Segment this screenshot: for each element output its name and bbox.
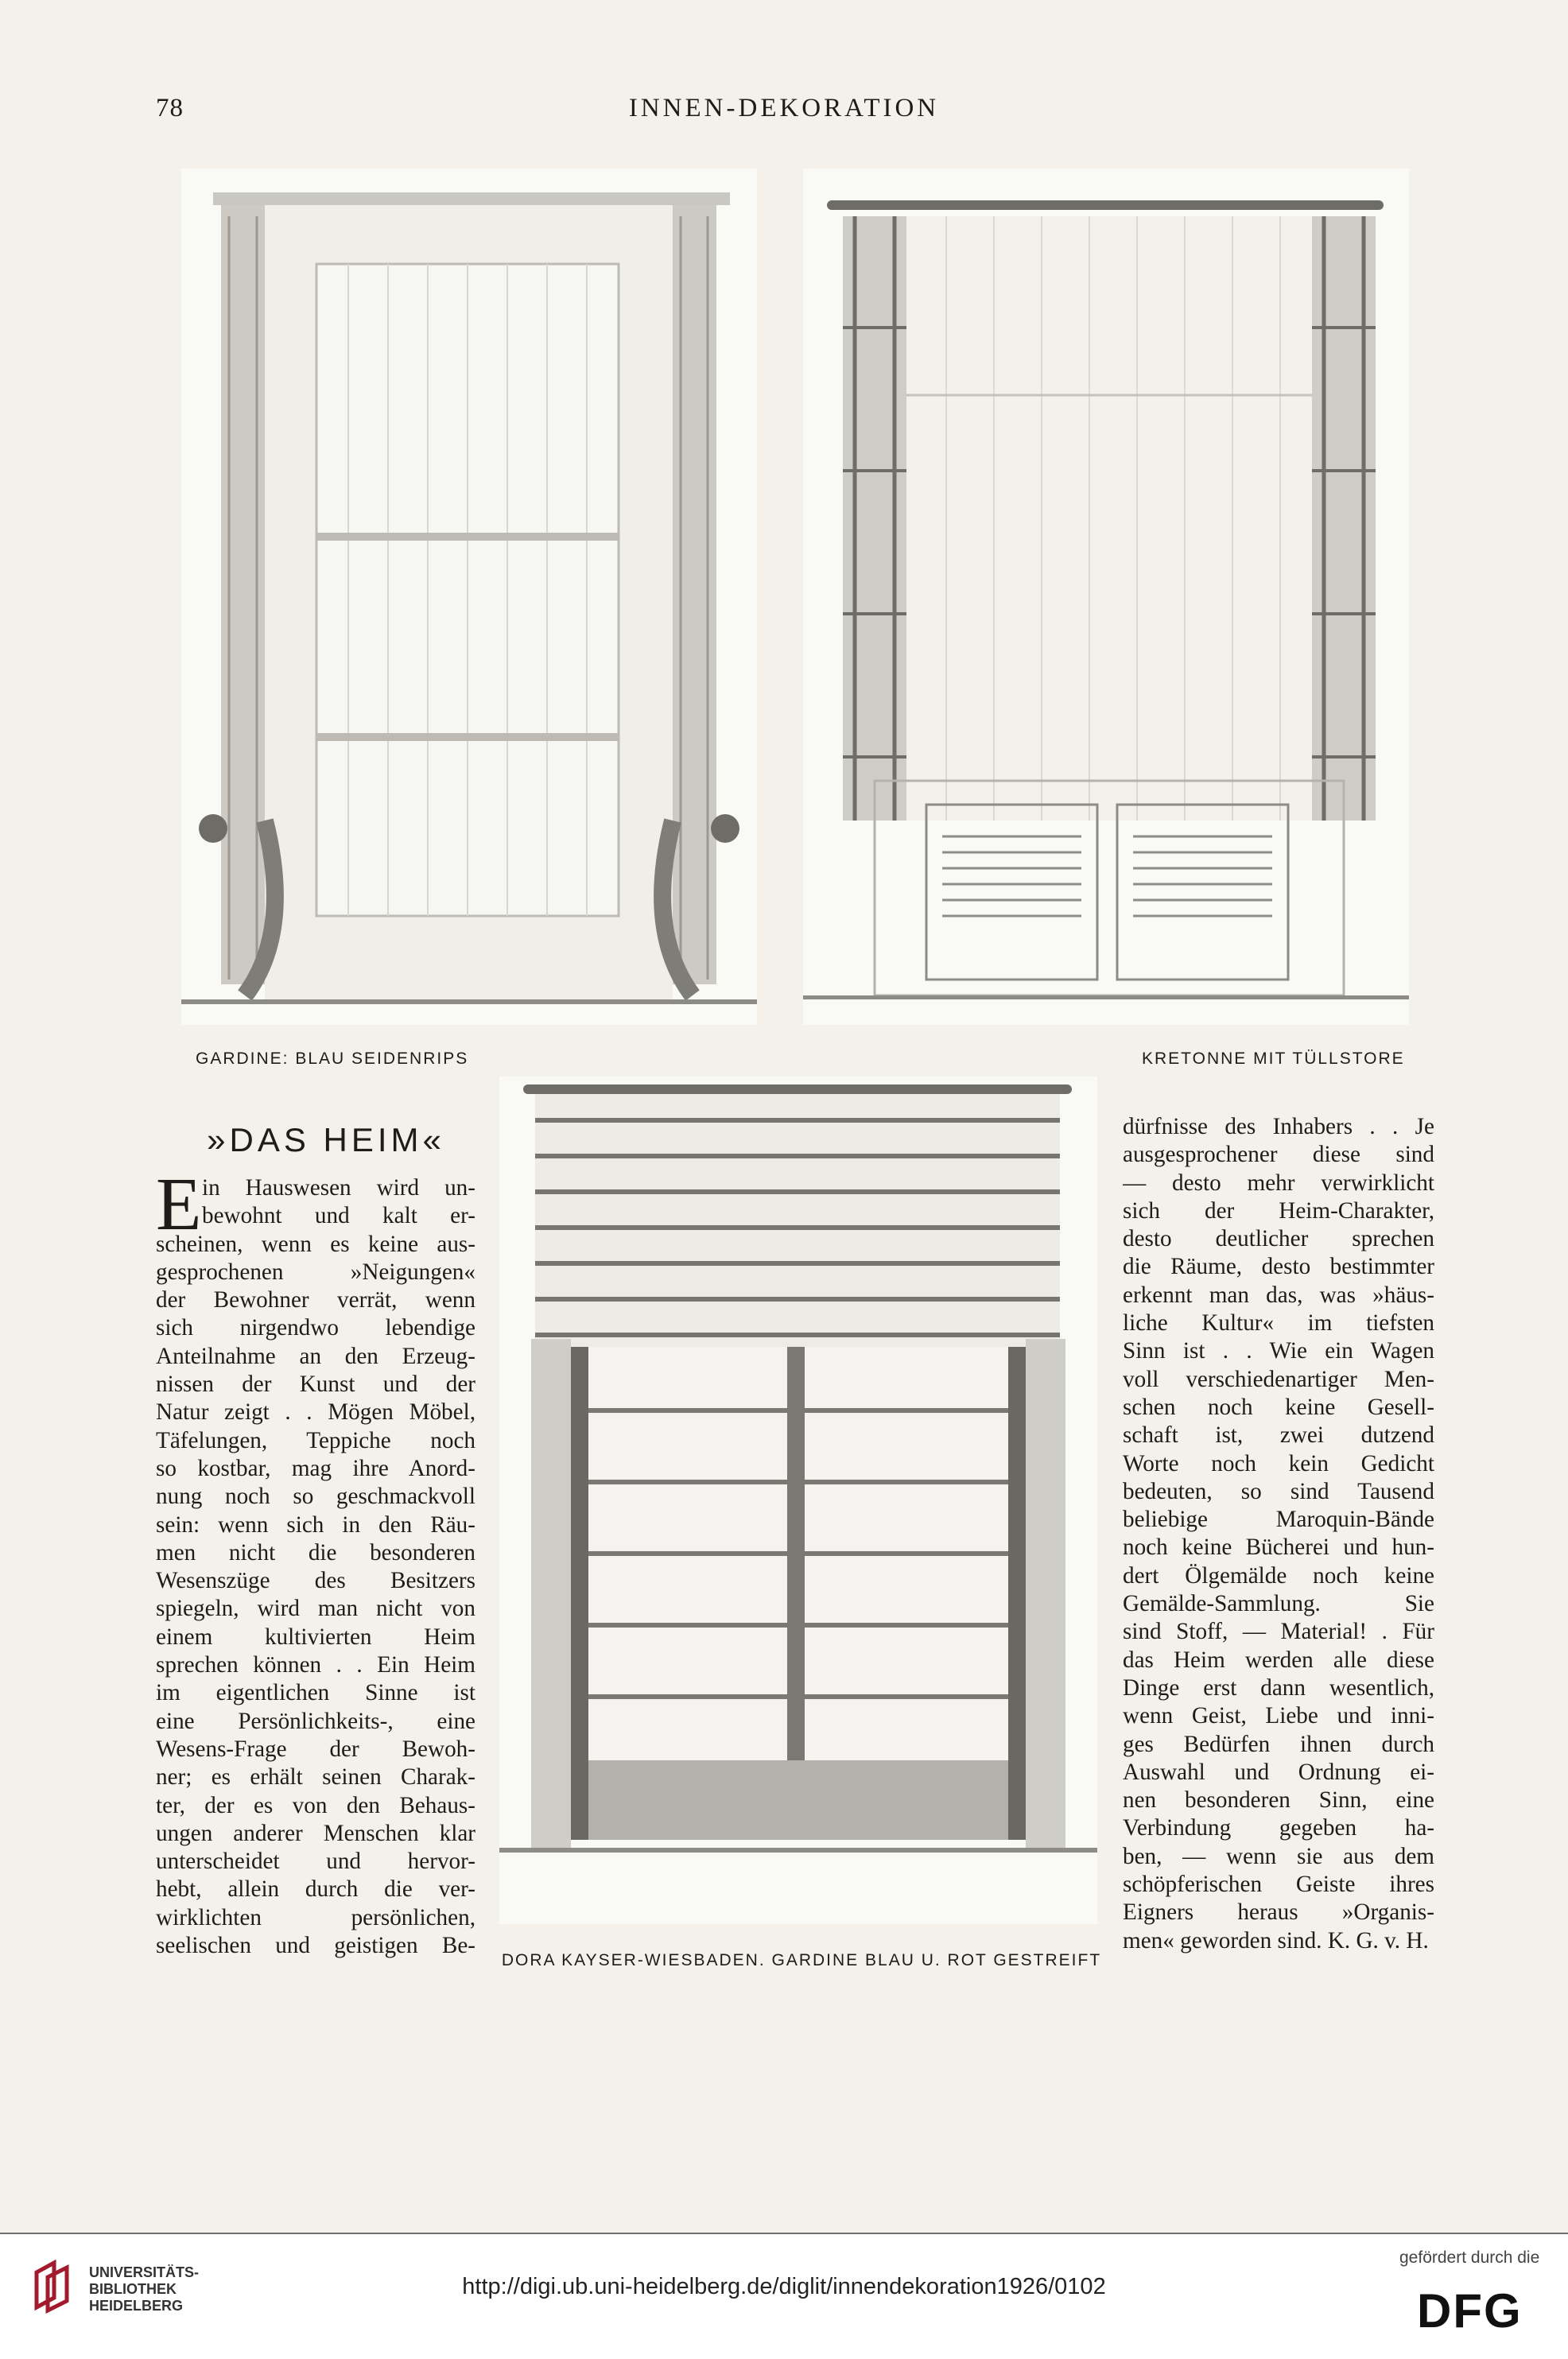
right-line: Gemälde-Sammlung. Sie	[1123, 1591, 1434, 1617]
library-line: HEIDELBERG	[89, 2298, 184, 2314]
source-url-link[interactable]: http://digi.ub.uni-heidelberg.de/diglit/innendekoration1926/0102	[462, 2274, 1106, 2299]
right-line: desto deutlicher sprechen	[1123, 1226, 1434, 1252]
left-line: ter, der es von den Behaus-	[156, 1792, 475, 1818]
right-line: die Räume, desto bestimmter	[1123, 1254, 1434, 1280]
caption-bottom: DORA KAYSER-WIESBADEN. GARDINE BLAU U. ROT GESTREIFT	[501, 1951, 1102, 1969]
left-line: nissen der Kunst und der	[156, 1372, 475, 1398]
left-line: Wesens-Frage der Bewoh-	[156, 1736, 475, 1762]
running-title: INNEN-DEKORATION	[628, 94, 940, 122]
left-line: einem kultivierten Heim	[156, 1624, 475, 1650]
dfg-logo: DFG	[1417, 2284, 1523, 2338]
left-line: in Hauswesen wird un-	[202, 1175, 475, 1201]
right-line: dert Ölgemälde noch keine	[1123, 1562, 1434, 1589]
right-line: Auswahl und Ordnung ei-	[1123, 1759, 1434, 1785]
right-line: dürfnisse des Inhabers . . Je	[1123, 1114, 1434, 1139]
right-line: beliebige Maroquin-Bände	[1123, 1507, 1434, 1533]
right-line: Worte noch kein Gedicht	[1123, 1450, 1434, 1476]
library-line: BIBLIOTHEK	[89, 2281, 177, 2297]
left-line: der Bewohner verrät, wenn	[156, 1287, 475, 1313]
right-line: Sinn ist . . Wie ein Wagen	[1123, 1338, 1434, 1364]
drop-cap: E	[156, 1163, 202, 1246]
right-line: schaft ist, zwei dutzend	[1123, 1422, 1434, 1449]
left-line: ner; es erhält seinen Charak-	[156, 1764, 475, 1791]
caption-top-left: GARDINE: BLAU SEIDENRIPS	[196, 1050, 469, 1068]
left-line: wirklichten persönlichen,	[156, 1904, 475, 1930]
left-line: eine Persönlichkeits-, eine	[156, 1708, 475, 1734]
right-line: sich der Heim-Charakter,	[1123, 1197, 1434, 1224]
right-line: schöpferischen Geiste ihres	[1123, 1872, 1434, 1898]
right-line: erkennt man das, was »häus-	[1123, 1282, 1434, 1308]
left-line: Natur zeigt . . Mögen Möbel,	[156, 1399, 475, 1426]
left-line: Anteilnahme an den Erzeug-	[156, 1343, 475, 1369]
right-line: sind Stoff, — Material! . Für	[1123, 1619, 1434, 1645]
article-title: »DAS HEIM«	[207, 1121, 445, 1158]
left-line: gesprochenen »Neigungen«	[156, 1259, 475, 1285]
left-line: bewohnt und kalt er-	[202, 1203, 475, 1229]
right-line: schen noch keine Gesell-	[1123, 1394, 1434, 1420]
right-line: ausgesprochener diese sind	[1123, 1142, 1434, 1168]
right-line: noch keine Bücherei und hun-	[1123, 1535, 1434, 1561]
right-line: das Heim werden alle diese	[1123, 1647, 1434, 1673]
right-line: voll verschiedenartiger Men-	[1123, 1366, 1434, 1392]
right-line: Dinge erst dann wesentlich,	[1123, 1674, 1434, 1701]
funding-note: gefördert durch die	[1399, 2248, 1540, 2267]
left-column	[156, 1163, 475, 1960]
left-line: hebt, allein durch die ver-	[156, 1876, 475, 1903]
right-line: Verbindung gegeben ha-	[1123, 1815, 1434, 1841]
left-line: seelischen und geistigen Be-	[156, 1933, 475, 1959]
footer-bar	[0, 2234, 1568, 2359]
striped-window-drawing	[499, 1077, 1097, 1924]
left-line: im eigentlichen Sinne ist	[156, 1680, 475, 1706]
right-line: men« geworden sind. K. G. v. H.	[1123, 1927, 1429, 1954]
left-line: ungen anderer Menschen klar	[156, 1820, 475, 1846]
library-line: UNIVERSITÄTS-	[89, 2264, 200, 2280]
illustration-striped-curtain	[499, 1077, 1097, 1924]
right-column	[1123, 1113, 1434, 1955]
illustration-cretonne-tulle	[803, 169, 1409, 1025]
right-line: ben, — wenn sie aus dem	[1123, 1843, 1434, 1869]
right-line: bedeuten, so sind Tausend	[1123, 1478, 1434, 1504]
right-line: wenn Geist, Liebe und inni-	[1123, 1703, 1434, 1729]
illustration-curtain-blue-rep	[181, 169, 757, 1025]
left-line: sein: wenn sich in den Räu-	[156, 1511, 475, 1538]
left-line: sprechen können . . Ein Heim	[156, 1652, 475, 1678]
left-line: spiegeln, wird man nicht von	[156, 1596, 475, 1622]
left-line: Wesenszüge des Besitzers	[156, 1568, 475, 1594]
left-line: men nicht die besonderen	[156, 1539, 475, 1566]
right-line: liche Kultur« im tiefsten	[1123, 1310, 1434, 1337]
page-number: 78	[156, 94, 184, 122]
left-line: so kostbar, mag ihre Anord-	[156, 1455, 475, 1481]
left-line: unterscheidet und hervor-	[156, 1849, 475, 1875]
left-line: nung noch so geschmackvoll	[156, 1484, 475, 1510]
window-drawing	[803, 169, 1409, 1025]
left-line: Täfelungen, Teppiche noch	[156, 1427, 475, 1453]
curtain-drawing	[181, 169, 757, 1025]
left-line: sich nirgendwo lebendige	[156, 1315, 475, 1341]
left-line: scheinen, wenn es keine aus-	[156, 1231, 475, 1257]
right-line: Eigners heraus »Organis-	[1123, 1899, 1434, 1926]
right-line: ges Bedürfen ihnen durch	[1123, 1731, 1434, 1757]
caption-top-right: KRETONNE MIT TÜLLSTORE	[1142, 1050, 1405, 1068]
right-line: nen besonderen Sinn, eine	[1123, 1787, 1434, 1814]
right-line: — desto mehr verwirklicht	[1123, 1170, 1434, 1196]
